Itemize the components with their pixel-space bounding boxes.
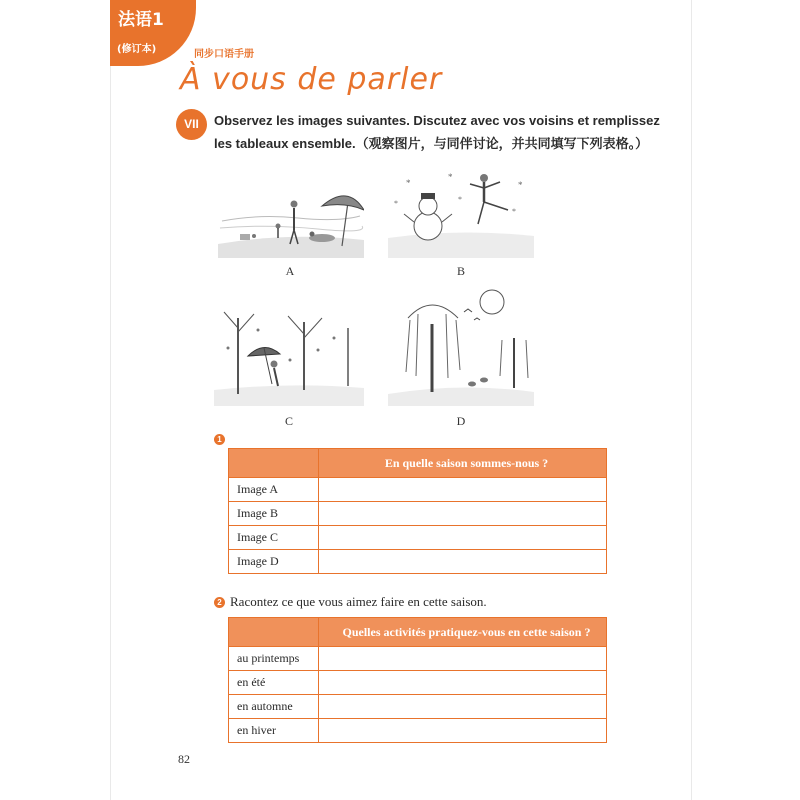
row-label-image-a: Image A xyxy=(229,478,319,502)
answer-cell-spring[interactable] xyxy=(319,647,607,671)
activities-table xyxy=(228,617,607,743)
illustration-a-beach xyxy=(218,166,364,258)
answer-cell-image-a[interactable] xyxy=(319,478,607,502)
svg-text:*: * xyxy=(518,180,523,190)
book-title: 法语1 xyxy=(118,10,164,30)
activities-table-column-header: Quelles activités pratiquez-vous en cette saison ? xyxy=(319,618,607,647)
svg-text:*: * xyxy=(406,178,411,188)
table-row xyxy=(229,502,607,526)
answer-cell-autumn[interactable] xyxy=(319,695,607,719)
table-row xyxy=(229,695,607,719)
row-label-autumn: en automne xyxy=(229,695,319,719)
handbook-title: 同步口语手册 xyxy=(194,49,254,60)
illustration-a-label: A xyxy=(285,264,295,278)
svg-text:*: * xyxy=(448,172,453,182)
table-row xyxy=(229,550,607,574)
row-label-image-d: Image D xyxy=(229,550,319,574)
page-number: 82 xyxy=(178,752,190,766)
season-table xyxy=(228,448,607,574)
question-2-text: Racontez ce que vous aimez faire en cette saison. xyxy=(230,594,487,609)
row-label-winter: en hiver xyxy=(229,719,319,743)
table-row xyxy=(229,671,607,695)
answer-cell-image-d[interactable] xyxy=(319,550,607,574)
answer-cell-image-b[interactable] xyxy=(319,502,607,526)
svg-text:*: * xyxy=(458,195,462,204)
table-row xyxy=(229,478,607,502)
season-table-header-blank xyxy=(229,449,319,478)
row-label-spring: au printemps xyxy=(229,647,319,671)
question-1-badge: 1 xyxy=(214,434,225,445)
answer-cell-winter[interactable] xyxy=(319,719,607,743)
exercise-instruction-line1: Observez les images suivantes. Discutez avec vos voisins et remplissez xyxy=(214,113,660,128)
season-table-column-header: En quelle saison sommes-nous ? xyxy=(319,449,607,478)
svg-text:*: * xyxy=(394,199,398,208)
row-label-image-b: Image B xyxy=(229,502,319,526)
season-table-header-row xyxy=(229,449,607,478)
table-row xyxy=(229,526,607,550)
illustration-d-spring xyxy=(388,284,534,406)
row-label-image-c: Image C xyxy=(229,526,319,550)
svg-text:*: * xyxy=(512,207,516,216)
exercise-instruction-line2: les tableaux ensemble.（观察图片，与同伴讨论，并共同填写下列表格。） xyxy=(214,136,649,151)
activities-table-header-row xyxy=(229,618,607,647)
exercise-number-badge: VII xyxy=(176,109,207,140)
illustration-b-label: B xyxy=(456,264,465,278)
question-2-badge: 2 xyxy=(214,597,225,608)
illustration-c-autumn xyxy=(214,298,364,406)
book-edition: (修订本) xyxy=(117,44,157,55)
answer-cell-summer[interactable] xyxy=(319,671,607,695)
answer-cell-image-c[interactable] xyxy=(319,526,607,550)
table-row xyxy=(229,647,607,671)
illustration-c-label: C xyxy=(284,414,293,428)
illustration-d-label: D xyxy=(456,414,466,428)
row-label-summer: en été xyxy=(229,671,319,695)
section-heading: À vous de parler xyxy=(180,62,443,97)
activities-table-header-blank xyxy=(229,618,319,647)
table-row xyxy=(229,719,607,743)
illustration-b-snowman xyxy=(388,166,534,258)
